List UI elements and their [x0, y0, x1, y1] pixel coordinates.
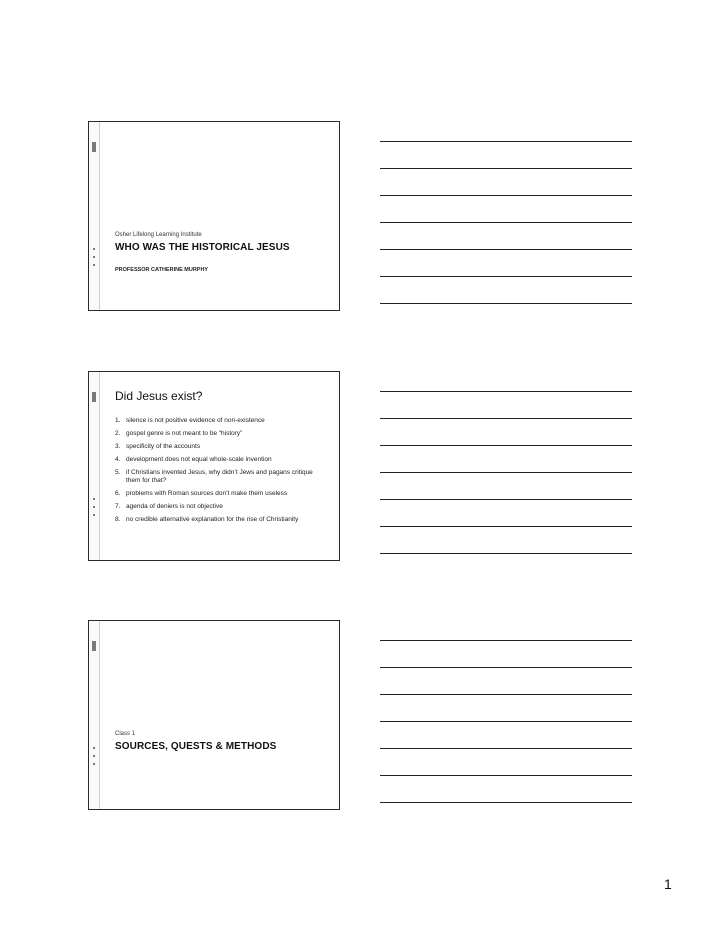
note-line — [380, 418, 632, 419]
list-item: 3. specificity of the accounts — [115, 443, 201, 450]
slide-2-sidebar — [89, 372, 100, 560]
sidebar-dot — [93, 755, 95, 757]
note-line — [380, 775, 632, 776]
sidebar-dot — [93, 763, 95, 765]
note-line — [380, 694, 632, 695]
slide-1-sidebar — [89, 122, 100, 310]
list-item: 6. problems with Roman sources don’t make them useless — [115, 490, 288, 497]
note-line — [380, 141, 632, 142]
note-line — [380, 249, 632, 250]
note-line — [380, 553, 632, 554]
slide-1-title: WHO WAS THE HISTORICAL JESUS — [115, 242, 290, 253]
note-line — [380, 391, 632, 392]
note-line — [380, 721, 632, 722]
sidebar-dot — [93, 498, 95, 500]
sidebar-dot — [93, 747, 95, 749]
slide-1-institute: Osher Lifelong Learning Institute — [115, 232, 202, 238]
slide-2 — [88, 371, 340, 561]
list-item: 7. agenda of deniers is not objective — [115, 503, 223, 510]
sidebar-dot — [93, 248, 95, 250]
note-line — [380, 303, 632, 304]
sidebar-tab — [92, 392, 96, 402]
slide-1-subtitle: PROFESSOR CATHERINE MURPHY — [115, 267, 209, 273]
note-line — [380, 276, 632, 277]
list-item: 1. silence is not positive evidence of non-existence — [115, 417, 265, 424]
sidebar-dot — [93, 264, 95, 266]
note-line — [380, 222, 632, 223]
note-line — [380, 802, 632, 803]
slide-3-label: Class 1 — [115, 731, 136, 737]
note-line — [380, 748, 632, 749]
list-item: 5. if Christians invented Jesus, why didn’t Jews and pagans critique them for that? — [115, 469, 313, 484]
sidebar-dot — [93, 256, 95, 258]
note-line — [380, 168, 632, 169]
list-item: 4. development does not equal whole-scale invention — [115, 456, 272, 463]
note-line — [380, 667, 632, 668]
sidebar-tab — [92, 142, 96, 152]
list-item: 2. gospel genre is not meant to be “history” — [115, 430, 243, 437]
sidebar-tab — [92, 641, 96, 651]
list-item: 8. no credible alternative explanation for the rise of Christianity — [115, 516, 299, 523]
page-number: 1 — [664, 876, 672, 892]
slide-3-title: SOURCES, QUESTS & METHODS — [115, 741, 277, 752]
slide-2-title: Did Jesus exist? — [115, 389, 203, 403]
slide-3-sidebar — [89, 621, 100, 809]
slide-1 — [88, 121, 340, 311]
note-line — [380, 445, 632, 446]
note-line — [380, 472, 632, 473]
note-line — [380, 640, 632, 641]
note-line — [380, 526, 632, 527]
sidebar-dot — [93, 506, 95, 508]
note-line — [380, 195, 632, 196]
note-line — [380, 499, 632, 500]
slide-2-list — [115, 417, 329, 524]
slide-3 — [88, 620, 340, 810]
sidebar-dot — [93, 514, 95, 516]
